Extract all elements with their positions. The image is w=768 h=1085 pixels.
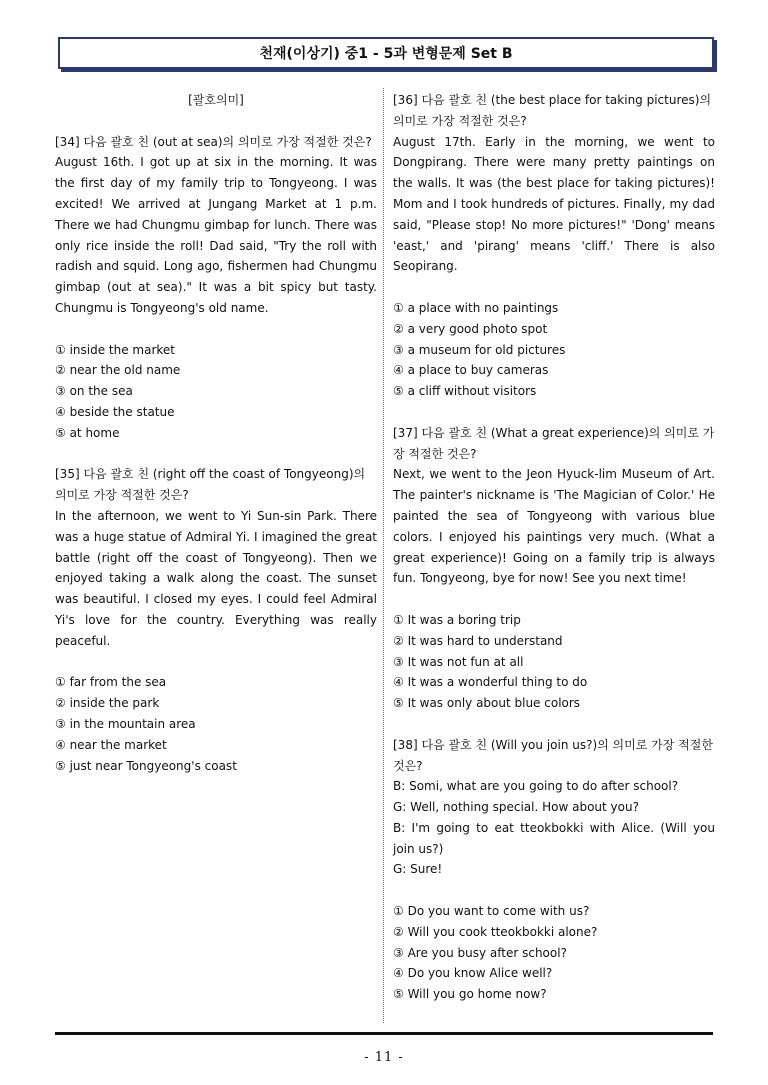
question-passage: August 17th. Early in the morning, we went to Dongpirang. There were many pretty paintings on the walls. It was (the best place for taking pictures)! Mom and I took hundreds of pictures. Finally, my dad said, "Please stop! No more pictures!" 'Dong' means 'east,' and 'pirang' means 'cliff.' There is also Seopirang. [393, 134, 715, 274]
answer-option: ③ a museum for old pictures [393, 342, 566, 357]
footer-rule [55, 1032, 713, 1035]
answer-option: ① a place with no paintings [393, 300, 559, 315]
answer-option: ① inside the market [55, 342, 176, 357]
dialogue-line: G: Well, nothing special. How about you? [393, 800, 639, 815]
question-stem: [36] 다음 괄호 친 (the best place for taking pictures)의 의미로 가장 적절한 것은? [393, 93, 712, 128]
answer-option: ① Do you want to come with us? [393, 904, 590, 919]
answer-option: ② inside the park [55, 696, 160, 711]
answer-option: ③ It was not fun at all [393, 654, 524, 669]
page-number: - 11 - [364, 1050, 404, 1065]
answer-option: ④ near the market [55, 737, 167, 752]
question-36 [393, 90, 715, 402]
question-34 [55, 132, 377, 444]
question-38 [393, 735, 715, 1005]
answer-options [55, 672, 377, 776]
dialogue-line: G: Sure! [393, 862, 443, 877]
answer-options [393, 298, 715, 402]
dialogue [393, 776, 715, 880]
answer-option: ④ Do you know Alice well? [393, 966, 553, 981]
question-stem: [35] 다음 괄호 친 (right off the coast of Tongyeong)의 의미로 가장 적절한 것은? [55, 467, 366, 503]
answer-option: ② It was hard to understand [393, 633, 563, 648]
question-37 [393, 423, 715, 714]
answer-option: ③ Are you busy after school? [393, 945, 567, 960]
answer-option: ④ It was a wonderful thing to do [393, 675, 588, 690]
page-header [58, 37, 714, 69]
answer-option: ⑤ Will you go home now? [393, 987, 547, 1002]
answer-option: ③ in the mountain area [55, 716, 196, 731]
answer-option: ⑤ a cliff without visitors [393, 384, 537, 399]
answer-options [55, 340, 377, 444]
question-35 [55, 464, 377, 776]
dialogue-line: B: Somi, what are you going to do after school? [393, 779, 679, 794]
answer-option: ⑤ just near Tongyeong's coast [55, 758, 237, 773]
dialogue-line: B: I'm going to eat tteokbokki with Alice. (Will you join us?) [393, 820, 715, 856]
left-column [55, 90, 377, 797]
section-title: [괄호의미] [188, 93, 244, 107]
answer-option: ④ a place to buy cameras [393, 363, 549, 378]
answer-option: ② Will you cook tteokbokki alone? [393, 924, 598, 939]
column-divider [383, 88, 384, 1023]
answer-option: ④ beside the statue [55, 404, 175, 419]
question-stem: [34] 다음 괄호 친 (out at sea)의 의미로 가장 적절한 것은? [55, 134, 372, 149]
answer-option: ⑤ It was only about blue colors [393, 696, 581, 711]
answer-option: ② a very good photo spot [393, 321, 548, 336]
question-stem: [37] 다음 괄호 친 (What a great experience)의 의미로 가장 적절한 것은? [393, 425, 715, 461]
page-title: 천재(이상기) 중1 - 5과 변형문제 Set B [259, 46, 513, 62]
right-column [393, 90, 715, 1026]
question-passage: In the afternoon, we went to Yi Sun-sin Park. There was a huge statue of Admiral Yi. I imagined the great battle (right off the coast of Tongyeong). Then we enjoyed taking a walk along the coast. The sunset was beautiful. I closed my eyes. I could feel Admiral Yi's love for the country. Everything was really peaceful. [55, 508, 377, 648]
question-stem: [38] 다음 괄호 친 (Will you join us?)의 의미로 가장 적절한 것은? [393, 737, 713, 773]
answer-option: ③ on the sea [55, 384, 133, 399]
answer-options [393, 901, 715, 1005]
answer-option: ① It was a boring trip [393, 612, 521, 627]
question-passage: August 16th. I got up at six in the morning. It was the first day of my family trip to Tongyeong. I was excited! We arrived at Jungang Market at 1 p.m. There we had Chungmu gimbap for lunch. There was only rice inside the roll! Dad said, "Try the roll with radish and squid. Long ago, fishermen had Chungmu gimbap (out at sea)." It was a bit spicy but tasty. Chungmu is Tongyeong's old name. [55, 155, 377, 315]
answer-options [393, 610, 715, 714]
answer-option: ② near the old name [55, 363, 181, 378]
question-passage: Next, we went to the Jeon Hyuck-lim Museum of Art. The painter's nickname is 'The Magician of Color.' He painted the sea of Tongyeong with various blue colors. I enjoyed his paintings very much. (What a great experience)! Going on a family trip is always fun. Tongyeong, bye for now! See you next time! [393, 467, 715, 586]
answer-option: ① far from the sea [55, 675, 167, 690]
answer-option: ⑤ at home [55, 425, 120, 440]
